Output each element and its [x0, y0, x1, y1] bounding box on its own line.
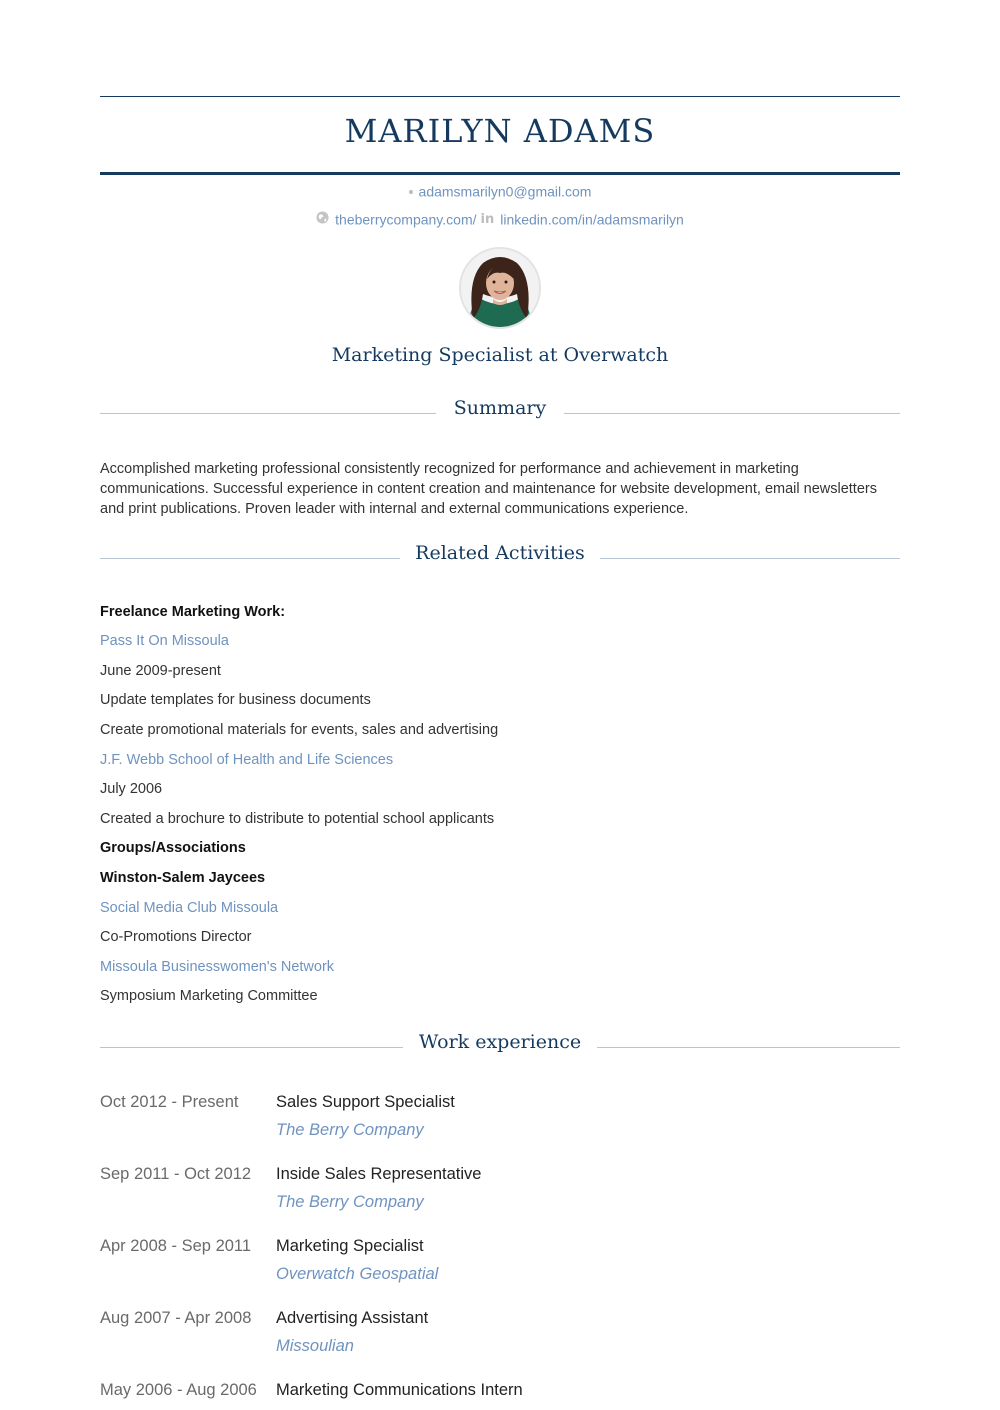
summary-text: Accomplished marketing professional consistently recognized for performance and achievement in marketing communications. Successful experience in content creation and maintenance for website development, email newsletters and print publications. Proven leader with internal and external communications experience.	[100, 461, 877, 517]
avatar	[459, 247, 541, 329]
section-title-summary: Summary	[453, 397, 547, 419]
job-dates: Aug 2007 - Apr 2008	[100, 1309, 252, 1327]
activity-heading: Freelance Marketing Work:	[100, 604, 286, 620]
job-company-link[interactable]: The Berry Company	[276, 1193, 424, 1211]
activity-heading: Winston-Salem Jaycees	[100, 870, 266, 886]
activity-org-link[interactable]: J.F. Webb School of Health and Life Sciences	[100, 752, 394, 768]
summary-section-header	[100, 397, 900, 427]
activity-heading: Groups/Associations	[100, 840, 246, 856]
activity-detail: Co-Promotions Director	[100, 929, 252, 945]
job-company-link[interactable]: Overwatch Geospatial	[276, 1265, 439, 1283]
name-underline	[100, 172, 900, 175]
job-company-link[interactable]: Missoulian	[276, 1337, 354, 1355]
linkedin-icon: in	[480, 211, 495, 227]
job-company-link[interactable]: The Berry Company	[276, 1121, 424, 1139]
section-title-activities: Related Activities	[415, 542, 585, 564]
job-dates: Apr 2008 - Sep 2011	[100, 1237, 252, 1255]
job-title: Advertising Assistant	[276, 1309, 429, 1327]
activity-org-link[interactable]: Missoula Businesswomen's Network	[100, 959, 335, 975]
activity-detail: Symposium Marketing Committee	[100, 988, 318, 1004]
activity-detail: Update templates for business documents	[100, 692, 371, 708]
activity-date: July 2006	[100, 781, 163, 797]
linkedin-link[interactable]: linkedin.com/in/adamsmarilyn	[500, 211, 684, 228]
job-title: Inside Sales Representative	[276, 1165, 482, 1183]
bullet-icon	[409, 190, 413, 194]
activity-detail: Created a brochure to distribute to potential school applicants	[100, 811, 495, 827]
job-dates: Sep 2011 - Oct 2012	[100, 1165, 252, 1183]
job-title: Marketing Specialist	[276, 1237, 424, 1255]
activity-org-link[interactable]: Pass It On Missoula	[100, 633, 229, 649]
activity-org-link[interactable]: Social Media Club Missoula	[100, 900, 279, 916]
candidate-name: MARILYN ADAMS	[344, 112, 656, 150]
contact-links-row	[100, 210, 900, 227]
section-title-work: Work experience	[418, 1031, 582, 1053]
globe-icon	[316, 211, 335, 227]
website-link[interactable]: theberrycompany.com/	[335, 211, 477, 228]
activity-detail: Create promotional materials for events, sales and advertising	[100, 722, 499, 738]
work-section-header	[100, 1031, 900, 1061]
top-rule	[100, 96, 900, 97]
job-title: Marketing Communications Intern	[276, 1381, 523, 1399]
headline: Marketing Specialist at Overwatch	[331, 344, 669, 366]
job-dates: Oct 2012 - Present	[100, 1093, 239, 1111]
email-link[interactable]: adamsmarilyn0@gmail.com	[418, 183, 592, 200]
resume-page	[100, 0, 900, 1410]
activity-date: June 2009-present	[100, 663, 221, 679]
contact-email-row	[100, 182, 900, 199]
job-dates: May 2006 - Aug 2006	[100, 1381, 257, 1399]
job-title: Sales Support Specialist	[276, 1093, 455, 1111]
activities-section-header	[100, 542, 900, 572]
